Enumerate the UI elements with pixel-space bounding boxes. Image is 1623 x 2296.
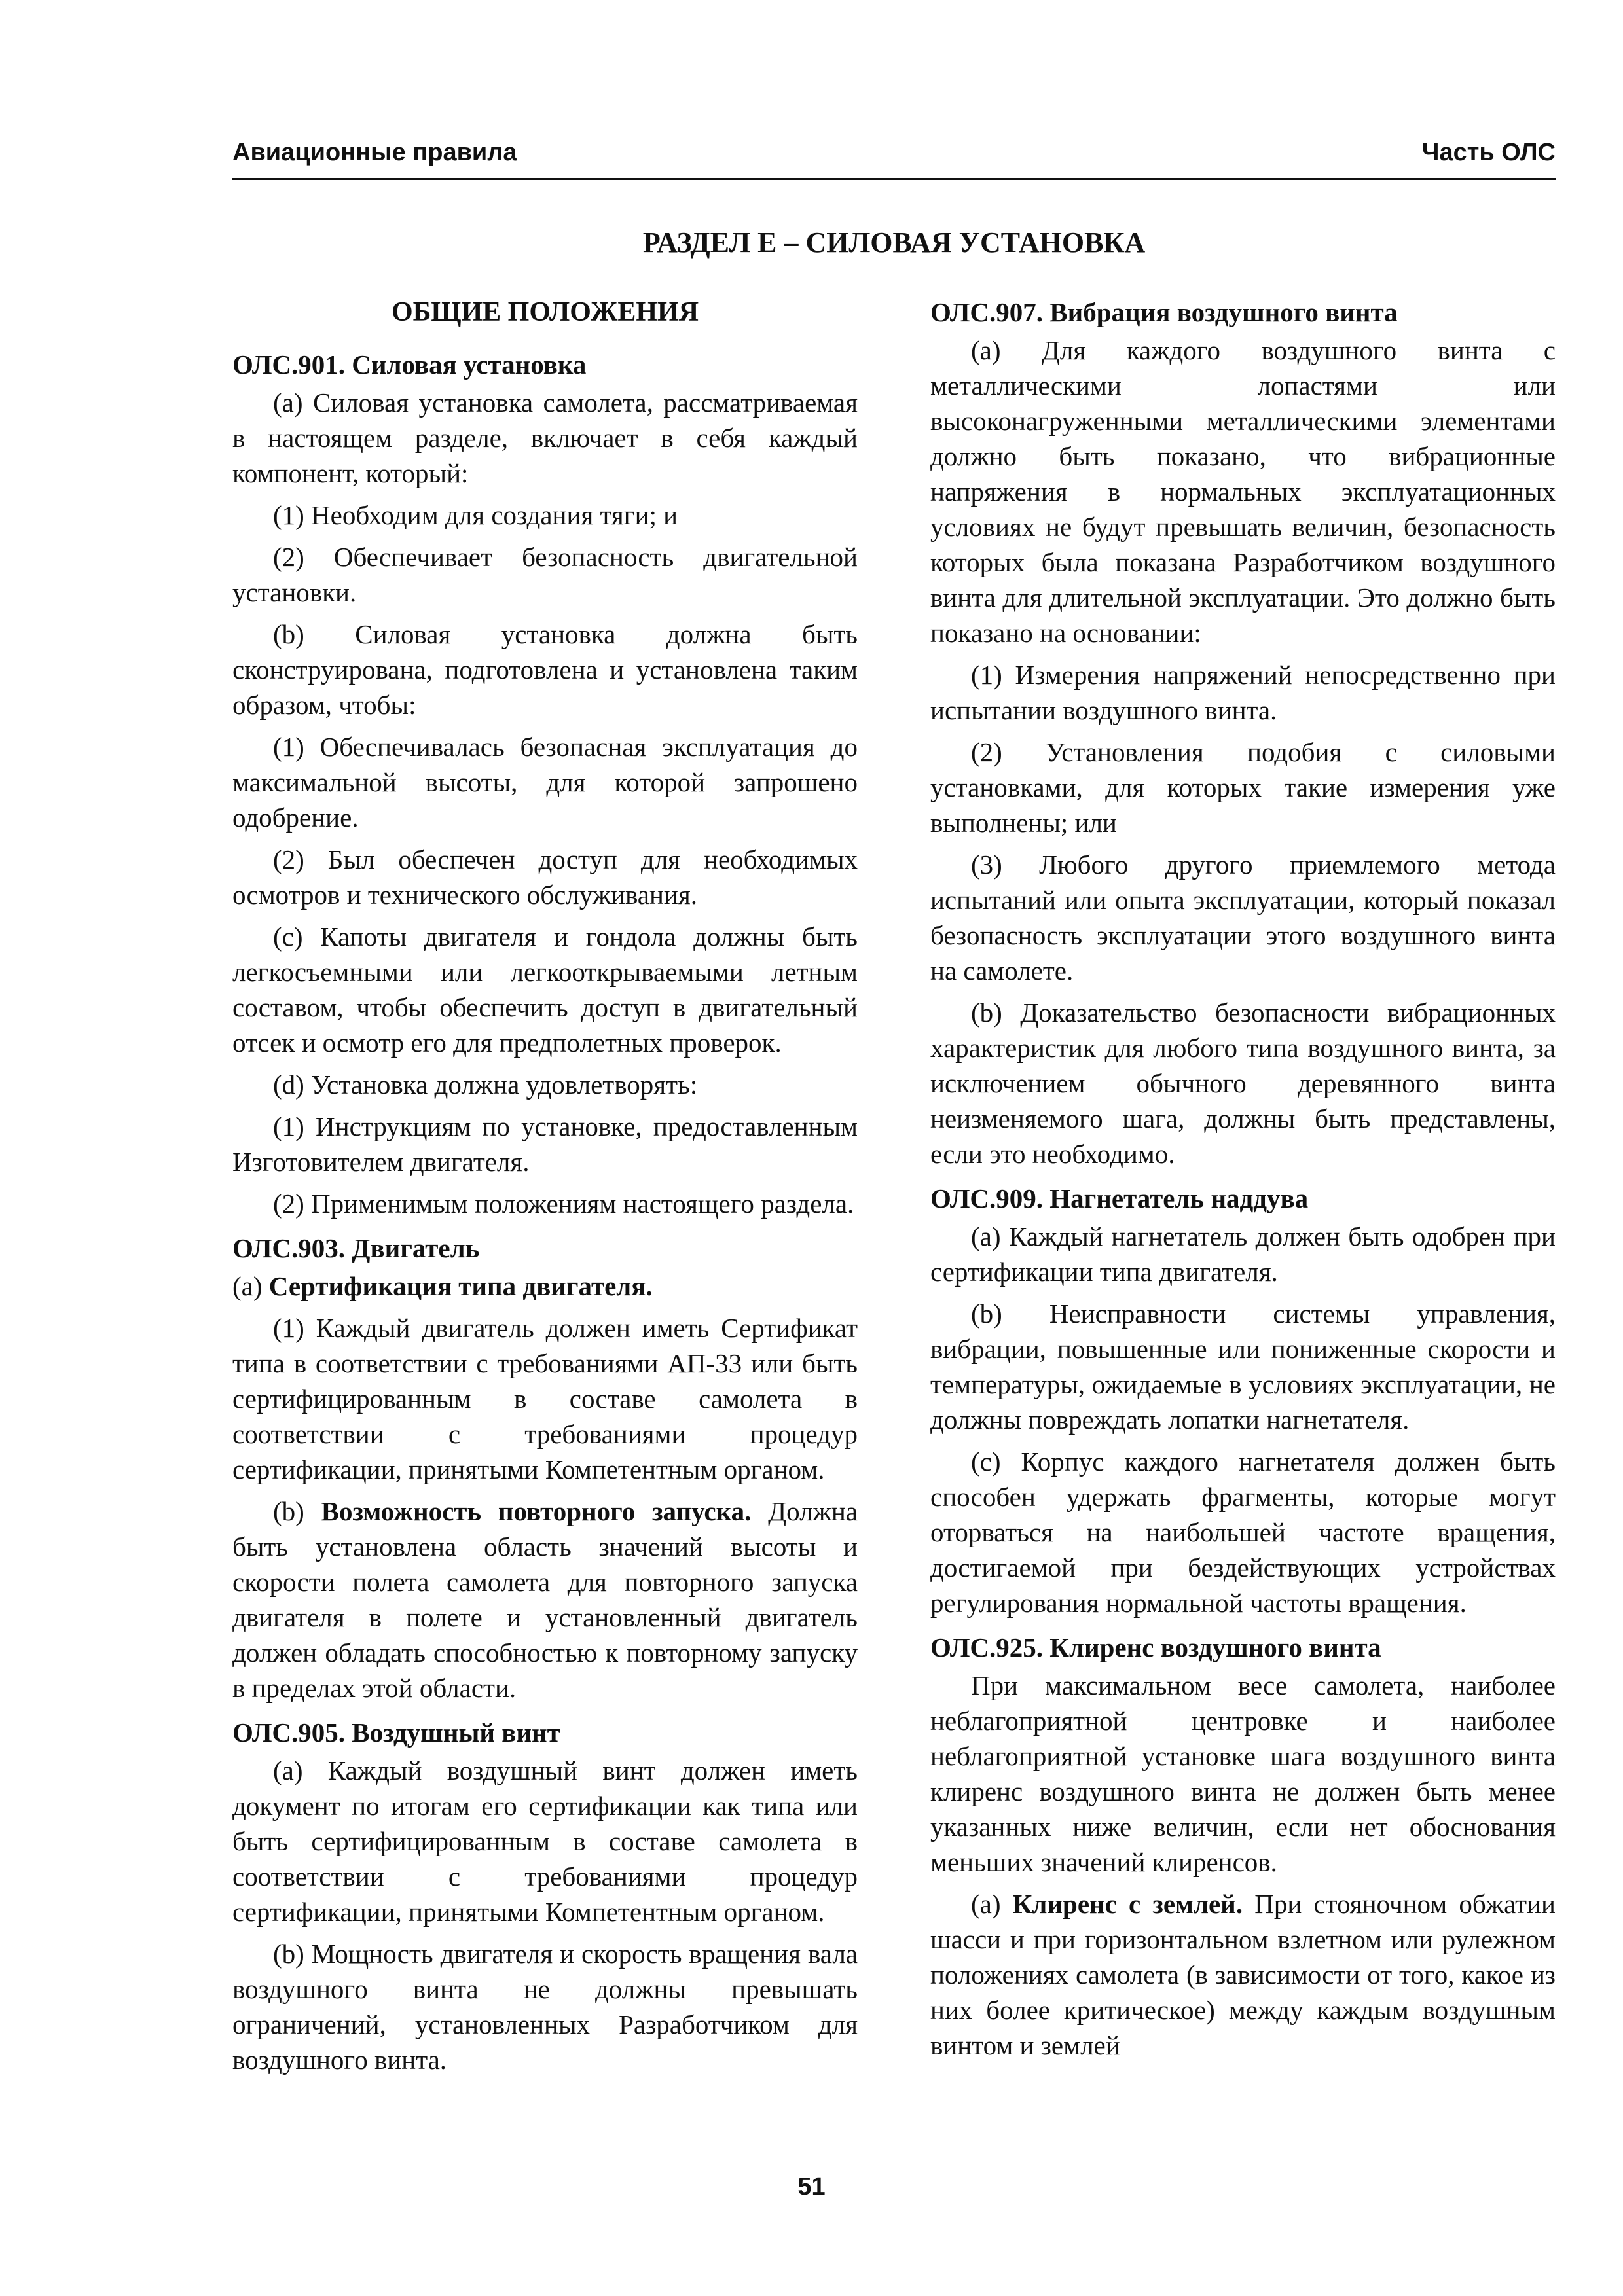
section-title: РАЗДЕЛ E – СИЛОВАЯ УСТАНОВКА <box>642 226 1146 259</box>
paragraph: (2) Был обеспечен доступ для необходимых осмотров и технического обслуживания. <box>232 844 858 910</box>
paragraph: (2) Применимым положениям настоящего раздела. <box>273 1189 854 1219</box>
paragraph-903a <box>232 1268 858 1304</box>
right-column <box>930 295 1556 2070</box>
paragraph-903b <box>232 1494 858 1706</box>
paragraph: (a) Каждый воздушный винт должен иметь документ по итогам его сертификации как типа или быть сертифицированным в составе самолета в соответствии с требованиями процедур сертификации, принятыми Компетентным органом. <box>232 1755 858 1927</box>
header-left: Авиационные правила <box>232 139 517 166</box>
running-header <box>232 136 1556 180</box>
paragraph: (c) Корпус каждого нагнетателя должен быть способен удержать фрагменты, которые могут оторваться на наибольшей частоте вращения, достигаемой при бездействующих устройствах регулирования нормальной частоты вращения. <box>930 1446 1556 1618</box>
heading-925: ОЛС.925. Клиренс воздушного винта <box>930 1632 1381 1662</box>
paragraph: (b) Мощность двигателя и скорость вращения вала воздушного винта не должны превышать ограничений, установленных Разработчиком для воздушного винта. <box>232 1939 858 2075</box>
paragraph: (3) Любого другого приемлемого метода испытаний или опыта эксплуатации, который показал безопасность эксплуатации этого воздушного винта на самолете. <box>930 850 1556 986</box>
paragraph: (1) Необходим для создания тяги; и <box>273 500 678 530</box>
item-text: Должна быть установлена область значений высоты и скорости полета самолета для повторного запуска двигателя в полете и установленный двигатель должен обладать способностью к повторному запуску в пределах этой области. <box>232 1496 858 1703</box>
paragraph: (a) Для каждого воздушного винта с металлическими лопастями или высоконагруженными металлическими элементами должно быть показано, что вибрационные напряжения в нормальных эксплуатационных условиях не будут превышать величин, безопасность которых была показана Разработчиком воздушного винта для длительной эксплуатации. Это должно быть показано на основании: <box>930 335 1556 648</box>
item-title: Клиренс с землей. <box>1012 1889 1243 1919</box>
paragraph: (1) Инструкциям по установке, предоставленным Изготовителем двигателя. <box>232 1111 858 1177</box>
paragraph: (a) Каждый нагнетатель должен быть одобрен при сертификации типа двигателя. <box>930 1221 1556 1287</box>
heading-903: ОЛС.903. Двигатель <box>232 1233 480 1263</box>
left-column <box>232 295 858 2084</box>
item-title: Возможность повторного запуска. <box>321 1496 752 1526</box>
item-title: Сертификация типа двигателя. <box>268 1271 653 1301</box>
heading-909: ОЛС.909. Нагнетатель наддува <box>930 1183 1309 1213</box>
item-prefix: (b) <box>273 1496 321 1526</box>
heading-907: ОЛС.907. Вибрация воздушного винта <box>930 297 1398 327</box>
subsection-title: ОБЩИЕ ПОЛОЖЕНИЯ <box>391 297 699 327</box>
paragraph: (2) Обеспечивает безопасность двигательной установки. <box>232 542 858 607</box>
item-text: При стояночном обжатии шасси и при горизонтальном взлетном или рулежном положениях самолета (в зависимости от того, какое из них более критическое) между каждым воздушным винтом и землей <box>930 1889 1556 2060</box>
heading-905: ОЛС.905. Воздушный винт <box>232 1717 560 1748</box>
paragraph: (a) Силовая установка самолета, рассматриваемая в настоящем разделе, включает в себя каждый компонент, который: <box>232 387 858 488</box>
paragraph: При максимальном весе самолета, наиболее неблагоприятной центровке и наиболее неблагоприятной установке шага воздушного винта клиренс воздушного винта не должен быть менее указанных ниже величин, если нет обоснования меньших значений клиренсов. <box>930 1670 1556 1877</box>
paragraph: (2) Установления подобия с силовыми установками, для которых такие измерения уже выполнены; или <box>930 737 1556 838</box>
paragraph: (d) Установка должна удовлетворять: <box>273 1069 698 1100</box>
paragraph: (b) Силовая установка должна быть сконструирована, подготовлена и установлена таким образом, чтобы: <box>232 619 858 720</box>
paragraph: (b) Доказательство безопасности вибрационных характеристик для любого типа воздушного винта, за исключением обычного деревянного винта неизменяемого шага, должны быть представлены, если это необходимо. <box>930 997 1556 1169</box>
paragraph: (1) Каждый двигатель должен иметь Сертификат типа в соответствии с требованиями АП-33 или быть сертифицированным в составе самолета в соответствии с требованиями процедур сертификации, принятыми Компетентным органом. <box>232 1313 858 1484</box>
header-right: Часть ОЛС <box>1421 139 1556 166</box>
paragraph-925a <box>930 1886 1556 2063</box>
paragraph: (b) Неисправности системы управления, вибрации, повышенные или пониженные скорости и температуры, ожидаемые в условиях эксплуатации, не должны повреждать лопатки нагнетателя. <box>930 1299 1556 1435</box>
item-prefix: (a) <box>971 1889 1013 1919</box>
page-number: 51 <box>797 2173 826 2200</box>
paragraph: (1) Обеспечивалась безопасная эксплуатация до максимальной высоты, для которой запрошено одобрение. <box>232 732 858 833</box>
paragraph: (c) Капоты двигателя и гондола должны быть легкосъемными или легкооткрываемыми летным составом, чтобы обеспечить доступ в двигательный отсек и осмотр его для предполетных проверок. <box>232 922 858 1058</box>
item-prefix: (a) <box>232 1271 269 1301</box>
heading-901: ОЛС.901. Силовая установка <box>232 350 587 380</box>
paragraph: (1) Измерения напряжений непосредственно при испытании воздушного винта. <box>930 660 1556 725</box>
